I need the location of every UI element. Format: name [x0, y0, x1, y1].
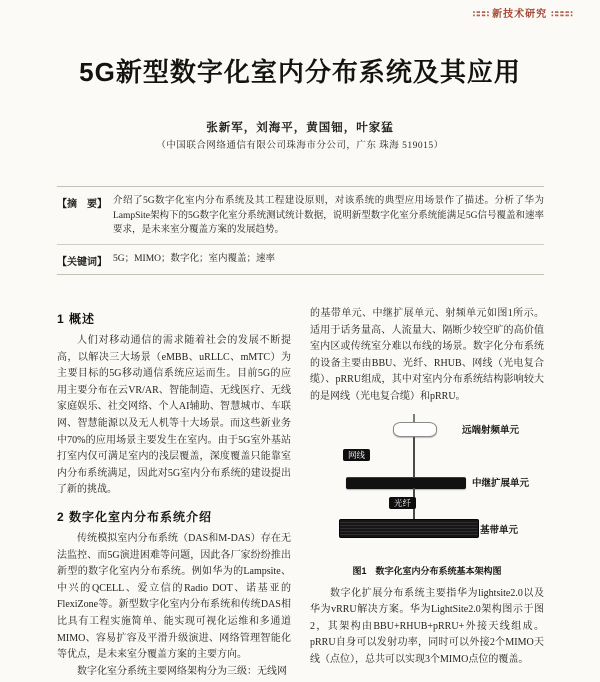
- continuation-paragraph: 的基带单元、中继扩展单元、射频单元如图1所示。适用于话务量高、人流量大、隔断少较空旷的高价值室内区或传统室分难以布线的场景。数字化分布系统的设备主要由BBU、光纤、RHUB、网线（光电复合缆）、pRRU组成，其中对室内分布系统结构影响较大的是网线（光电复合缆）和pRRU。: [310, 308, 544, 402]
- keywords-row: [57, 244, 544, 274]
- bbu-label: 基带单元: [480, 524, 519, 536]
- network-cable-line: [413, 437, 415, 477]
- bbu-device-icon: [339, 519, 479, 538]
- section-1-heading: 1 概述: [57, 312, 96, 326]
- rru-mount-stem: [413, 414, 415, 422]
- remote-radio-unit-icon: [393, 422, 437, 437]
- header-dots-left: ∷∷∷: [472, 9, 489, 19]
- figure-1-caption: 图1 数字化室内分布系统基本架构图: [352, 565, 502, 576]
- left-column: [57, 306, 291, 680]
- journal-column-tag: [473, 5, 572, 20]
- header-dots-right: ∷∷∷∷: [550, 9, 572, 19]
- affiliation-line: （中国联合网络通信有限公司珠海市分公司，广东 珠海 519015）: [156, 141, 444, 151]
- figure-1-architecture-diagram: [310, 414, 544, 560]
- network-cable-label: 网线: [343, 449, 370, 462]
- rhub-label: 中继扩展单元: [472, 477, 530, 489]
- keywords-text: 5G；MIMO；数字化；室内覆盖；速率: [113, 253, 276, 264]
- abstract-text: 介绍了5G数字化室内分布系统及其工程建设原则，对该系统的典型应用场景作了描述。分析了华为LampSite架构下的5G数字化室分系统测试统计数据，说明新型数字化室分系统能满足5G信号覆盖和速率要求，是未来室分覆盖方案的发展趋势。: [113, 196, 544, 235]
- rru-label: 远端射频单元: [462, 424, 520, 436]
- abstract-label: 【摘 要】: [57, 199, 107, 210]
- section-2-heading: 2 数字化室内分布系统介绍: [57, 509, 213, 524]
- section-2-paragraph-2: 数字化室分系统主要网络架构分为三级：无线网: [77, 665, 287, 677]
- header-label: 新技术研究: [488, 9, 551, 20]
- abstract-row: [57, 187, 544, 244]
- two-column-body: [57, 306, 544, 680]
- right-column: [310, 306, 544, 680]
- paper-title: 5G新型数字化室内分布系统及其应用: [79, 57, 521, 87]
- section-1-paragraph: 人们对移动通信的需求随着社会的发展不断提高，以解决三大场景（eMBB、uRLLC、mMTC）为主要目标的5G移动通信系统应运而生。目前5G的应用主要分布在云VR/AR、智能制造、无线医疗、无线家庭娱乐、社交网络、个人AI辅助、智慧城市、车联网、智慧能源以及无人机等十大场景。而这些新业务中70%的应用场景主要发生在室内。由于5G室外基站打室内仅可满足室内的浅层覆盖，深度覆盖只能靠室内分布系统满足，因此对5G室内分布系统的建设提出了新的挑战。: [57, 335, 291, 496]
- abstract-keywords-block: [57, 186, 544, 275]
- keywords-label: 【关键词】: [57, 256, 107, 268]
- closing-paragraph: 数字化扩展分布系统主要指华为lightsite2.0以及华为vRRU解决方案。华为LightSite2.0架构图示于图2，其架构由BBU+RHUB+pRRU+外接天线组成。pRRU自身可以发射功率，同时可以外接2个MIMO天线（点位），总共可以实现3个MIMO点位的覆盖。: [310, 587, 544, 665]
- rhub-device-icon: [346, 477, 466, 489]
- authors-line: 张新军，刘海平，黄国钿，叶家猛: [206, 122, 394, 134]
- fiber-label: 光纤: [389, 497, 416, 510]
- section-2-paragraph-1: 传统模拟室内分布系统（DAS和M-DAS）存在无法监控、而5G演进困难等问题，因此各厂家纷纷推出新型的数字化室内分布系统。例如华为的Lampsite、中兴的QCELL、爱立信的Radio DOT、诺基亚的FlexiZone等。新型数字化室内分布系统和传统DAS相比具有工程实施简单、能实现可视化运维和多通道MIMO、容易扩容及平滑升级演进、网络管理智能化等优点，是未来室分覆盖方案的主要方向。: [57, 532, 291, 661]
